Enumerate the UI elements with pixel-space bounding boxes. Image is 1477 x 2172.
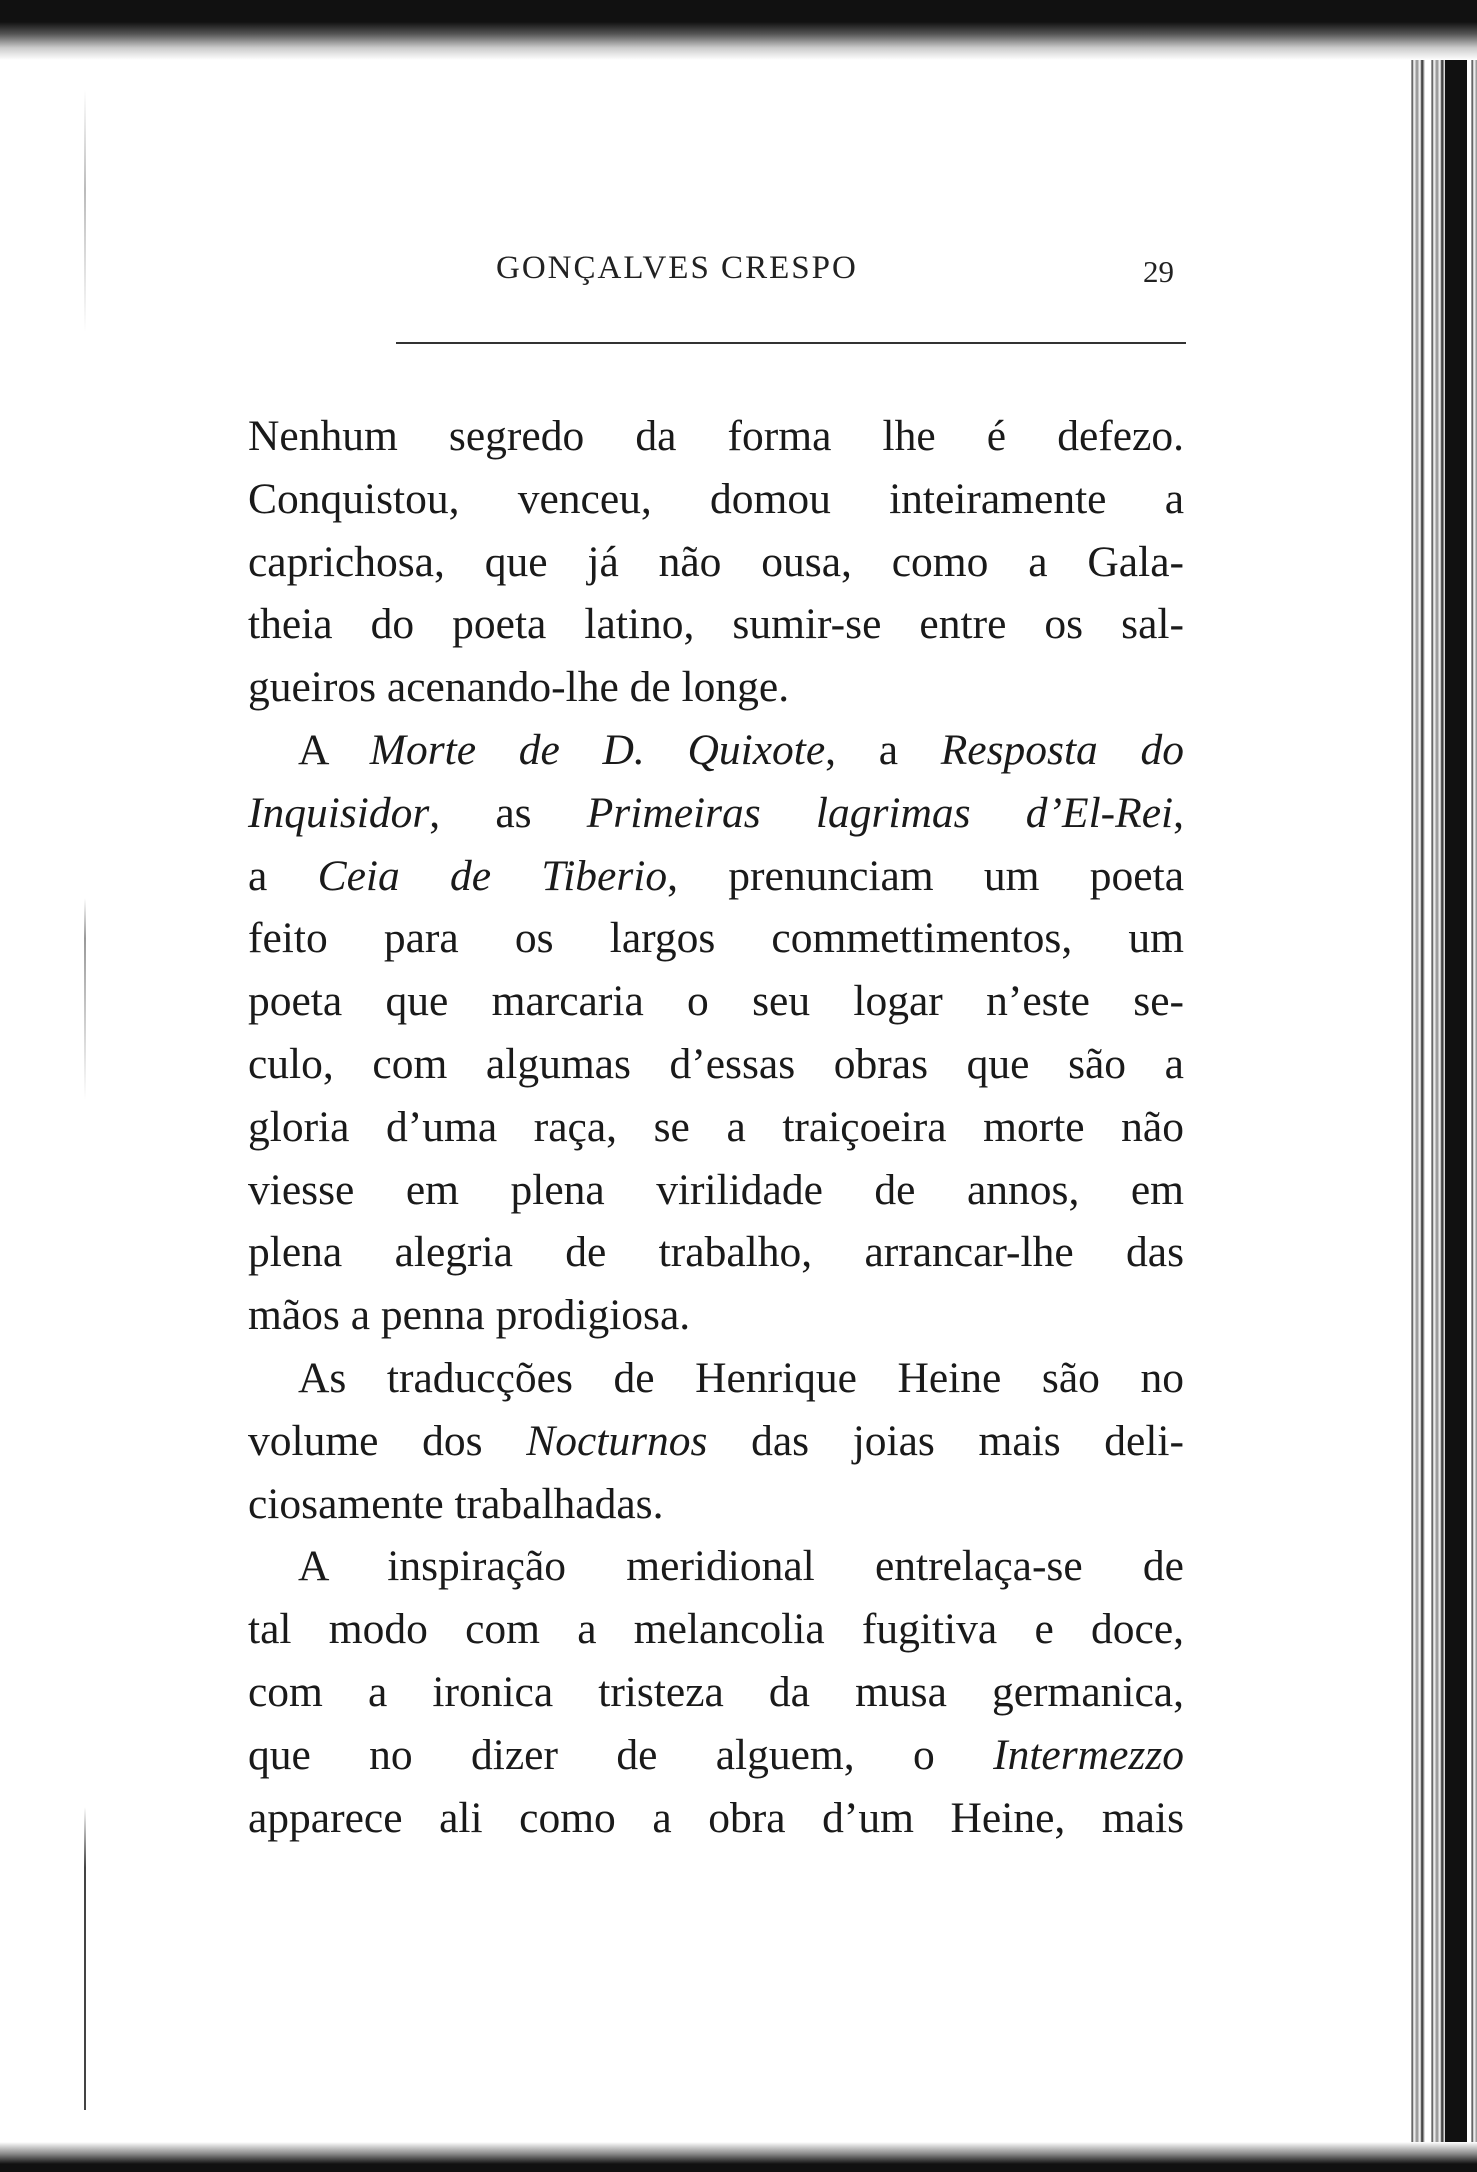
text-line: ciosamente trabalhadas. [248,1479,664,1528]
text-line: feito para os largos commettimentos, um [248,914,1184,963]
text-line: gueiros acenando-lhe de longe. [248,663,790,712]
text-line: A Morte de D. Quixote, a Resposta do [298,725,1185,774]
scan-top-edge [0,0,1477,60]
page-number: 29 [1143,254,1174,289]
scan-left-margin-line [84,90,86,2110]
text-line: poeta que marcaria o seu logar n’este se- [248,977,1184,1026]
text-line: a Ceia de Tiberio, prenunciam um poeta [248,851,1184,900]
text-line: theia do poeta latino, sumir-se entre os sal- [248,600,1184,649]
text-line: Inquisidor, as Primeiras lagrimas d’El-Rei, [248,788,1184,837]
running-title: GONÇALVES CRESPO [496,250,858,286]
body-text [248,405,1184,1849]
running-head [248,250,1184,310]
text-line: Nenhum segredo da forma lhe é defezo. [248,412,1184,460]
text-line: apparece ali como a obra d’um Heine, mais [248,1793,1184,1842]
text-line: As traducções de Henrique Heine são no [298,1353,1184,1402]
header-rule [396,342,1186,344]
text-line: A inspiração meridional entrelaça-se de [298,1542,1184,1591]
text-line: que no dizer de alguem, o Intermezzo [248,1730,1184,1779]
text-line: viesse em plena virilidade de annos, em [248,1165,1184,1214]
text-line: volume dos Nocturnos das joias mais deli- [248,1416,1184,1465]
text-line: com a ironica tristeza da musa germanica, [248,1667,1184,1716]
text-line: gloria d’uma raça, se a traiçoeira morte não [248,1102,1184,1151]
text-line: Conquistou, venceu, domou inteiramente a [248,474,1184,523]
text-line: caprichosa, que já não ousa, como a Gala- [248,537,1184,586]
scan-bottom-edge [0,2142,1477,2172]
text-line: mãos a penna prodigiosa. [248,1291,691,1340]
text-line: tal modo com a melancolia fugitiva e doce, [248,1605,1184,1654]
text-line: culo, com algumas d’essas obras que são a [248,1039,1184,1088]
text-line: plena alegria de trabalho, arrancar-lhe das [248,1228,1184,1277]
book-page [248,250,1185,1842]
scan-right-binding [1445,60,1467,2172]
